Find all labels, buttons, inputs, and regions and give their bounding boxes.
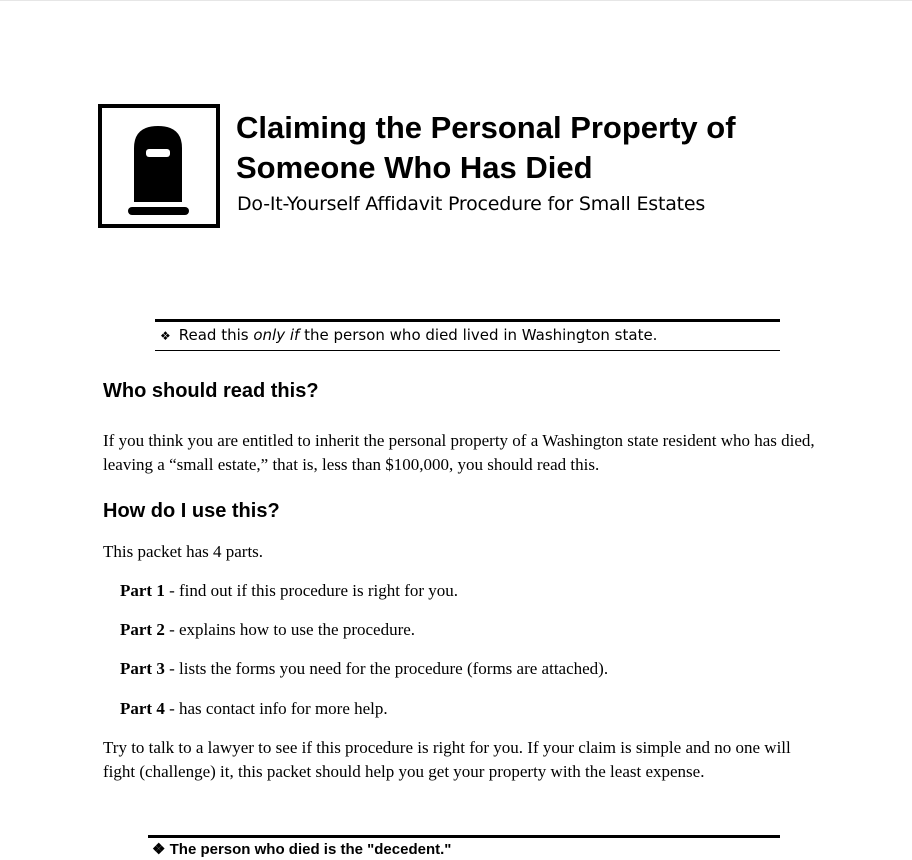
gravestone-logo: [98, 104, 220, 228]
section-heading-who: Who should read this?: [103, 380, 319, 402]
section-body-who: If you think you are entitled to inherit the personal property of a Washington state resident who has died, leaving a “small estate,” that is, less than $100,000, you should read this.: [103, 431, 815, 474]
document-subtitle: Do-It-Yourself Affidavit Procedure for Small Estates: [237, 193, 706, 215]
part-label: Part 1: [120, 581, 165, 600]
note2-text: The person who died is the "decedent.": [169, 841, 452, 858]
section-heading-how: How do I use this?: [103, 500, 280, 522]
note-bottom-rule: [155, 350, 780, 351]
title-line-2: Someone Who Has Died: [236, 150, 593, 185]
part-text: - has contact info for more help.: [164, 699, 388, 718]
part-item: [120, 657, 608, 681]
document-title: [236, 108, 856, 188]
part-item: [120, 697, 388, 721]
residency-note: [160, 325, 657, 346]
part-label: Part 3: [120, 659, 165, 678]
note-top-rule: [155, 319, 780, 322]
page-top-edge: [0, 0, 912, 1]
note-prefix: Read this: [178, 326, 254, 344]
part-text: - lists the forms you need for the procedure (forms are attached).: [164, 659, 609, 678]
gravestone-icon: [102, 108, 216, 224]
part-item: [120, 579, 458, 603]
note-emphasis: only if: [253, 326, 300, 344]
part-label: Part 2: [120, 620, 165, 639]
note-suffix: the person who died lived in Washington state.: [299, 326, 658, 344]
decedent-note: [152, 840, 451, 860]
section-closing-how: Try to talk to a lawyer to see if this procedure is right for you. If your claim is simple and no one will fight (challenge) it, this packet should help you get your property with the least expense.: [103, 738, 791, 781]
part-text: - explains how to use the procedure.: [164, 620, 416, 639]
part-label: Part 4: [120, 699, 165, 718]
part-item: [120, 618, 415, 642]
part-text: - find out if this procedure is right for you.: [164, 581, 459, 600]
diamond-bullet-icon: ❖: [152, 841, 166, 858]
diamond-bullet-icon: ❖: [160, 329, 171, 343]
note2-top-rule: [148, 835, 780, 838]
section-intro-how: This packet has 4 parts.: [103, 542, 264, 561]
title-line-1: Claiming the Personal Property of: [236, 110, 736, 145]
